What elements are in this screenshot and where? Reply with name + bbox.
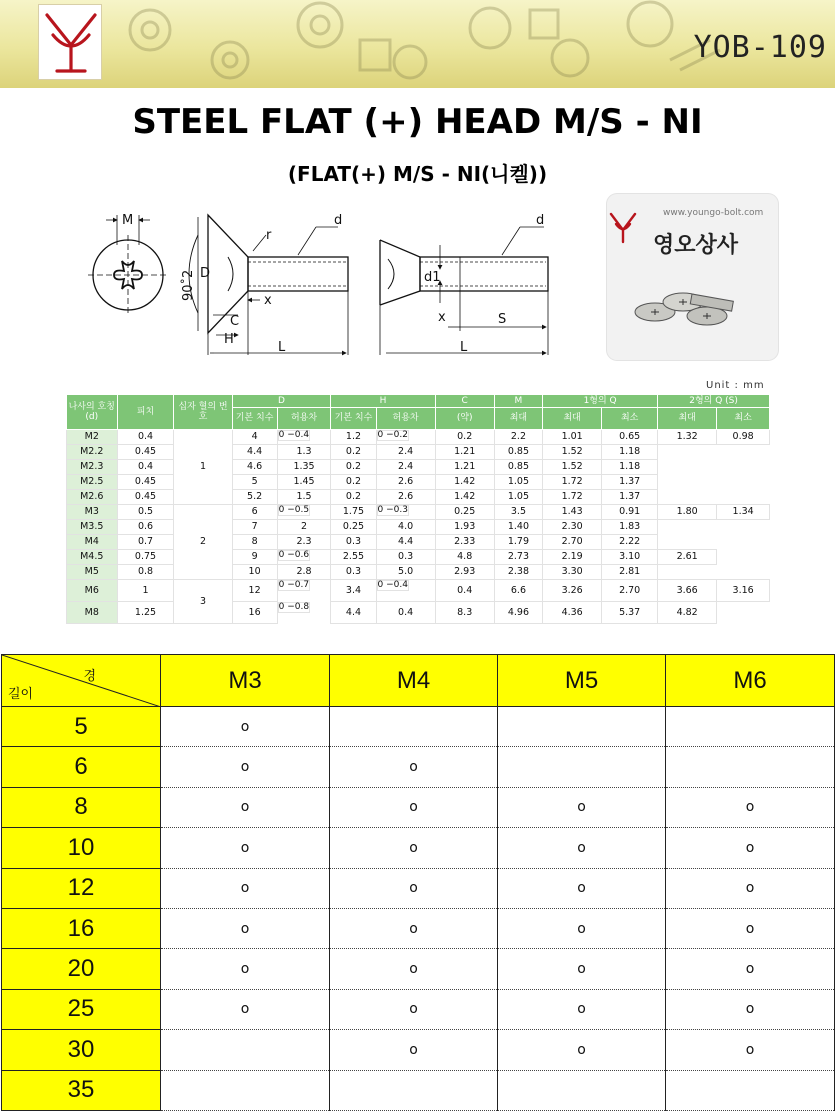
cell-q2-min: 2.61: [658, 550, 717, 565]
cell-q2-min: 2.22: [602, 535, 658, 550]
availability-mark: o: [666, 868, 835, 908]
length-label: 5: [2, 707, 161, 747]
cell-q1-max: 2.93: [435, 565, 494, 580]
cell-c: 0.2: [331, 475, 376, 490]
availability-mark: [498, 747, 666, 787]
cell-q1-max: 3.26: [543, 580, 602, 602]
availability-mark: o: [161, 868, 330, 908]
label-x: x: [264, 293, 272, 308]
cell-q2-max: 5.37: [602, 602, 658, 624]
cell-q2-max: 3.30: [543, 565, 602, 580]
cell-q2-min: 1.37: [602, 490, 658, 505]
availability-mark: [161, 1070, 330, 1110]
availability-mark: o: [498, 828, 666, 868]
header-thread: 나사의 호칭 (d): [67, 395, 118, 430]
availability-mark: o: [330, 828, 498, 868]
availability-mark: o: [498, 949, 666, 989]
availability-mark: [666, 1070, 835, 1110]
product-photo: [607, 194, 778, 360]
availability-mark: o: [498, 989, 666, 1029]
label-d: d: [334, 213, 343, 228]
cell-m: 5.0: [376, 565, 435, 580]
availability-table: [1, 654, 835, 1111]
spec-row: [67, 565, 770, 580]
cell-m: 2.6: [376, 490, 435, 505]
length-row: [2, 989, 835, 1029]
cell-d-basic: 4.6: [232, 460, 277, 475]
availability-mark: [330, 707, 498, 747]
availability-mark: o: [161, 949, 330, 989]
availability-mark: o: [666, 787, 835, 827]
header-d: D: [232, 395, 331, 408]
spec-row: [67, 550, 770, 565]
cell-q1-min: 1.40: [494, 520, 542, 535]
length-row: [2, 908, 835, 948]
spec-row: [67, 430, 770, 445]
length-label: 12: [2, 868, 161, 908]
cell-thread: M8: [67, 602, 118, 624]
cell-d-basic: 4: [232, 430, 277, 445]
cell-h-basic: 1.75: [331, 505, 376, 520]
technical-drawing: [88, 205, 568, 380]
length-row: [2, 949, 835, 989]
cell-d-basic: 7: [232, 520, 277, 535]
header-d-basic: 기본 치수: [232, 408, 277, 430]
cell-q2-max: 1.52: [543, 445, 602, 460]
length-label: 10: [2, 828, 161, 868]
cell-c: 0.2: [435, 430, 494, 445]
cell-q1-min: 2.70: [602, 580, 658, 602]
cell-q2-min: 0.98: [717, 430, 770, 445]
cell-thread: M4: [67, 535, 118, 550]
cell-d-basic: 5: [232, 475, 277, 490]
spec-row: [67, 580, 770, 602]
cell-q1-max: 4.96: [494, 602, 542, 624]
cell-thread: M6: [67, 580, 118, 602]
label-m: M: [122, 213, 134, 228]
label-big-d: D: [200, 266, 211, 281]
cell-h-basic: 3.4: [331, 580, 376, 602]
unit-label: Unit : mm: [706, 380, 765, 391]
spec-row: [67, 520, 770, 535]
cell-d-basic: 8: [232, 535, 277, 550]
header-q2-min: 최소: [717, 408, 770, 430]
cell-c: 0.2: [331, 490, 376, 505]
cell-q1-max: 2.33: [435, 535, 494, 550]
availability-mark: o: [498, 1030, 666, 1070]
spec-row: [67, 460, 770, 475]
cell-q1-min: 0.85: [494, 460, 542, 475]
cell-q1-min: 1.05: [494, 475, 542, 490]
availability-mark: [330, 1070, 498, 1110]
availability-mark: o: [330, 1030, 498, 1070]
screw-side-view-2: [380, 240, 418, 305]
cell-q2-min: 2.81: [602, 565, 658, 580]
cell-q2-max: 1.80: [658, 505, 717, 520]
cell-q1-max: 1.93: [435, 520, 494, 535]
length-label: 30: [2, 1030, 161, 1070]
cell-h-tolerance: 0 −0.3: [377, 505, 408, 515]
length-label: 16: [2, 908, 161, 948]
cell-pitch: 0.8: [117, 565, 174, 580]
cell-h-basic: 2.8: [277, 565, 331, 580]
header-q1-min: 최소: [602, 408, 658, 430]
cell-thread: M2: [67, 430, 118, 445]
cell-c: 0.3: [331, 535, 376, 550]
corner-cell: [2, 655, 161, 707]
hardware-background-decoration: [110, 0, 730, 88]
cell-c: 0.4: [435, 580, 494, 602]
cell-pitch: 1.25: [117, 602, 174, 624]
cell-h-basic: 1.35: [277, 460, 331, 475]
cell-q1-max: 2.73: [494, 550, 542, 565]
cell-q2-max: 2.30: [543, 520, 602, 535]
cell-d-tolerance: 0 −0.7: [278, 580, 310, 590]
cell-pitch: 0.45: [117, 475, 174, 490]
header-banner: [0, 0, 835, 88]
cell-c: 0.3: [376, 550, 435, 565]
cell-d-tolerance: 0 −0.8: [278, 601, 310, 612]
availability-mark: [666, 707, 835, 747]
cell-thread: M2.6: [67, 490, 118, 505]
cell-d-basic: 16: [232, 602, 277, 624]
cell-thread: M3: [67, 505, 118, 520]
header-pitch: 피치: [117, 395, 174, 430]
cell-h-basic: 1.3: [277, 445, 331, 460]
length-label: 20: [2, 949, 161, 989]
cell-q1-min: 2.19: [543, 550, 602, 565]
availability-mark: o: [330, 989, 498, 1029]
cell-d-basic: 5.2: [232, 490, 277, 505]
header-q2: 2형의 Q (S): [658, 395, 770, 408]
size-header-m5: M5: [498, 655, 666, 707]
cell-h-basic: 1.45: [277, 475, 331, 490]
cell-q1-max: 1.21: [435, 460, 494, 475]
cell-thread: M3.5: [67, 520, 118, 535]
label-r: r: [266, 228, 272, 243]
header-q2-max: 최대: [658, 408, 717, 430]
header-h-tolerance: 허용차: [376, 408, 435, 430]
size-header-m6: M6: [666, 655, 835, 707]
cell-h-basic: 2.3: [277, 535, 331, 550]
cell-m: 8.3: [435, 602, 494, 624]
cell-q1-max: 1.43: [543, 505, 602, 520]
label-x-2: x: [438, 310, 446, 325]
cell-h-tolerance: 0 −0.2: [377, 430, 408, 440]
cell-pitch: 0.75: [117, 550, 174, 565]
availability-mark: o: [161, 989, 330, 1029]
availability-mark: o: [666, 989, 835, 1029]
cell-d-basic: 10: [232, 565, 277, 580]
availability-mark: [161, 1030, 330, 1070]
cell-q2-max: 1.32: [658, 430, 717, 445]
label-l-2: L: [460, 340, 468, 355]
header-h-basic: 기본 치수: [331, 408, 376, 430]
availability-mark: [666, 747, 835, 787]
cell-h-basic: 2: [277, 520, 331, 535]
availability-mark: o: [161, 828, 330, 868]
availability-mark: o: [330, 747, 498, 787]
cell-thread: M5: [67, 565, 118, 580]
label-s: S: [498, 312, 507, 327]
cell-d-basic: 12: [232, 580, 277, 602]
cell-q2-min: 1.34: [717, 505, 770, 520]
screw-photo: [635, 293, 733, 325]
spec-row: [67, 535, 770, 550]
length-label: 6: [2, 747, 161, 787]
length-row: [2, 868, 835, 908]
spec-row: [67, 445, 770, 460]
cell-pitch: 0.45: [117, 445, 174, 460]
cell-q1-min: 2.38: [494, 565, 542, 580]
spec-row: [67, 602, 770, 624]
cell-q2-max: 1.72: [543, 475, 602, 490]
cell-pitch: 0.5: [117, 505, 174, 520]
cell-cross-number: 1: [174, 430, 232, 505]
label-h: H: [224, 332, 234, 347]
cell-q2-min: 1.18: [602, 445, 658, 460]
length-label: 25: [2, 989, 161, 1029]
document-code: YOB-109: [693, 30, 827, 65]
cell-pitch: 0.7: [117, 535, 174, 550]
cell-q2-min: 4.82: [658, 602, 717, 624]
cell-d-basic: 9: [232, 550, 277, 565]
cell-q2-min: 1.37: [602, 475, 658, 490]
cell-h-basic: 4.4: [331, 602, 376, 624]
cell-h-tolerance: 0 −0.4: [377, 580, 408, 590]
size-header-m4: M4: [330, 655, 498, 707]
cell-q1-min: 4.36: [543, 602, 602, 624]
cell-c: 0.2: [331, 460, 376, 475]
cell-thread: M2.3: [67, 460, 118, 475]
cell-c: 0.2: [331, 445, 376, 460]
cell-m: 2.4: [376, 445, 435, 460]
page-title: STEEL FLAT (+) HEAD M/S - NI: [132, 102, 703, 142]
cell-pitch: 1: [117, 580, 174, 602]
cell-pitch: 0.6: [117, 520, 174, 535]
length-row: [2, 707, 835, 747]
length-row: [2, 787, 835, 827]
availability-mark: o: [498, 908, 666, 948]
cell-pitch: 0.45: [117, 490, 174, 505]
cell-d-basic: 6: [232, 505, 277, 520]
cell-q1-min: 0.91: [602, 505, 658, 520]
cell-q1-min: 1.79: [494, 535, 542, 550]
label-d1: d1: [424, 270, 441, 285]
cell-q2-min: 3.16: [717, 580, 770, 602]
cell-thread: M2.5: [67, 475, 118, 490]
spec-row: [67, 505, 770, 520]
availability-mark: o: [666, 1030, 835, 1070]
availability-mark: o: [161, 908, 330, 948]
cell-m: 2.2: [494, 430, 542, 445]
cell-h-basic: 1.5: [277, 490, 331, 505]
label-l: L: [278, 340, 286, 355]
spec-table: [66, 394, 770, 624]
availability-mark: o: [330, 868, 498, 908]
cell-m: 2.6: [376, 475, 435, 490]
cell-q1-max: 1.42: [435, 475, 494, 490]
length-row: [2, 1030, 835, 1070]
length-row: [2, 747, 835, 787]
cell-q2-max: 3.66: [658, 580, 717, 602]
cell-cross-number: 2: [174, 505, 232, 580]
cell-q1-max: 1.01: [543, 430, 602, 445]
header-q1: 1형의 Q: [543, 395, 658, 408]
length-row: [2, 828, 835, 868]
availability-mark: o: [330, 949, 498, 989]
availability-mark: o: [161, 707, 330, 747]
cell-q1-max: 1.21: [435, 445, 494, 460]
header-d-tolerance: 허용차: [277, 408, 331, 430]
cell-q1-max: 1.42: [435, 490, 494, 505]
cell-d-basic: 4.4: [232, 445, 277, 460]
header-cross: 십자 혈의 번호: [174, 395, 232, 430]
page-subtitle: (FLAT(+) M/S - NI(니켈)): [287, 162, 548, 186]
header-m-max: 최대: [494, 408, 542, 430]
cell-h-basic: 1.2: [331, 430, 376, 445]
cell-q2-max: 1.52: [543, 460, 602, 475]
label-d-2: d: [536, 213, 545, 228]
cell-q2-max: 1.72: [543, 490, 602, 505]
header-c: C: [435, 395, 494, 408]
cell-c: 0.25: [331, 520, 376, 535]
availability-mark: [498, 707, 666, 747]
length-row: [2, 1070, 835, 1110]
size-header-m3: M3: [161, 655, 330, 707]
cell-h-basic: 2.55: [331, 550, 376, 565]
cell-c: 0.3: [331, 565, 376, 580]
cell-q2-max: 2.70: [543, 535, 602, 550]
cell-c: 0.25: [435, 505, 494, 520]
availability-mark: o: [161, 747, 330, 787]
availability-mark: o: [330, 908, 498, 948]
corner-length-label: 길이: [8, 686, 34, 701]
cell-thread: M2.2: [67, 445, 118, 460]
cell-pitch: 0.4: [117, 460, 174, 475]
cell-q2-min: 1.18: [602, 460, 658, 475]
availability-mark: o: [666, 828, 835, 868]
cell-m: 2.4: [376, 460, 435, 475]
availability-mark: o: [498, 868, 666, 908]
corner-diameter-label: 경: [83, 668, 96, 683]
availability-mark: o: [161, 787, 330, 827]
website-text: www.youngo-bolt.com: [663, 208, 764, 218]
cell-m: 3.5: [494, 505, 542, 520]
spec-row: [67, 490, 770, 505]
cell-q2-max: 3.10: [602, 550, 658, 565]
cell-pitch: 0.4: [117, 430, 174, 445]
cell-d-tolerance: 0 −0.4: [278, 430, 310, 440]
availability-mark: o: [330, 787, 498, 827]
label-c: C: [230, 314, 240, 329]
cell-c: 0.4: [376, 602, 435, 624]
cell-m: 4.8: [435, 550, 494, 565]
header-c-approx: (약): [435, 408, 494, 430]
header-q1-max: 최대: [543, 408, 602, 430]
cell-d-tolerance: 0 −0.6: [278, 550, 310, 560]
cell-cross-number: 3: [174, 580, 232, 624]
header-m: M: [494, 395, 542, 408]
availability-mark: o: [498, 787, 666, 827]
spec-row: [67, 475, 770, 490]
length-label: 35: [2, 1070, 161, 1110]
company-logo: [38, 4, 102, 80]
availability-mark: [498, 1070, 666, 1110]
cell-q1-min: 0.65: [602, 430, 658, 445]
cell-thread: M4.5: [67, 550, 118, 565]
length-label: 8: [2, 787, 161, 827]
availability-mark: o: [666, 949, 835, 989]
cell-q1-min: 1.05: [494, 490, 542, 505]
cell-m: 4.0: [376, 520, 435, 535]
cell-m: 4.4: [376, 535, 435, 550]
brand-name: 영오상사: [653, 233, 739, 258]
cell-d-tolerance: 0 −0.5: [278, 505, 310, 515]
header-h: H: [331, 395, 435, 408]
cell-q1-min: 0.85: [494, 445, 542, 460]
cell-m: 6.6: [494, 580, 542, 602]
cell-q2-min: 1.83: [602, 520, 658, 535]
label-angle: 90˚2: [181, 269, 196, 301]
availability-mark: o: [666, 908, 835, 948]
